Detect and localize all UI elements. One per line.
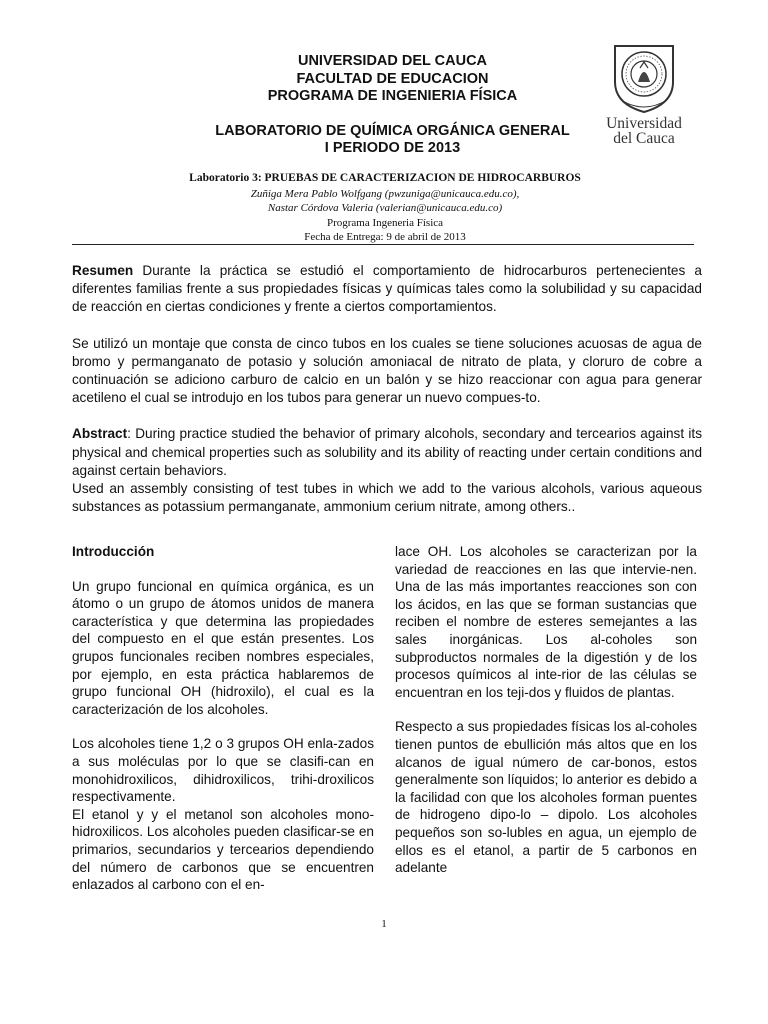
period: I PERIODO DE 2013 (324, 140, 461, 156)
intro-heading: Introducción (72, 544, 155, 559)
resumen-text: Durante la práctica se estudió el comportamiento de hidrocarburos pertenecientes a diferentes familias frente a sus propiedades físicas y químicas tales como la solubilidad y su capacidad de reacción en ciertas condiciones y frente a ciertos comportamientos. (72, 263, 702, 315)
university-logo (598, 42, 690, 146)
resumen-label: Resumen (72, 263, 134, 278)
intro-paragraph-1: Un grupo funcional en química orgánica, es un átomo o un grupo de átomos unidos de manera característica y que determina las propiedades del compuesto en el que están presentes. Los grupos funcionales reciben nombres especiales, por ejemplo, en esta práctica hablaremos de grupo funcional OH (hidroxilo), el cual es la caracterización de los alcoholes. (72, 578, 374, 717)
faculty-name: FACULTAD DE EDUCACION (296, 70, 489, 87)
abstract-section (72, 262, 702, 516)
lab-title: Laboratorio 3: PRUEBAS DE CARACTERIZACION DE HIDROCARBUROS (189, 172, 581, 184)
author-1: Zuñiga Mera Pablo Wolfgang (pwzuniga@unicauca.edu.co), (250, 188, 520, 201)
university-name: UNIVERSIDAD DEL CAUCA (297, 53, 488, 69)
resumen-paragraph (72, 262, 702, 317)
left-column (72, 543, 374, 894)
intro-paragraph-3: El etanol y y el metanol son alcoholes mono-hidroxilicos. Los alcoholes pueden clasificar-se en primarios, secundarios y tercearios dependiendo del número de carbonos que se encuentren enlazados al carbono con el en- (72, 806, 374, 893)
abstract-paragraph (72, 425, 702, 480)
page-number: 1 (381, 918, 387, 930)
header-divider (72, 244, 694, 245)
logo-text-line2: del Cauca (613, 130, 675, 147)
paper-meta (70, 171, 700, 244)
university-seal-icon (609, 42, 679, 114)
author-2: Nastar Córdova Valeria (valerian@unicauca.edu.co) (267, 202, 503, 215)
abstract-label: Abstract (72, 426, 128, 442)
course-name: LABORATORIO DE QUÍMICA ORGÁNICA GENERAL (215, 122, 570, 139)
program-line: Programa Ingeneria Física (326, 216, 444, 229)
abstract-text: : During practice studied the behavior of primary alcohols, secondary and tercearios against its physical and chemical properties such as solubility and its ability of reacting under certain conditions and against certain behaviors. (72, 426, 702, 478)
intro-paragraph-4: lace OH. Los alcoholes se caracterizan por la variedad de reacciones en las que intervie-nen. Una de las más importantes reacciones son con los ácidos, en las que se forman sustancias que reciben el nombre de esteres semejantes a las sales inorgánicas. Los al-coholes son subproductos normales de la digestión y de los procesos químicos al inte-rior de las células se encuentran en los teji-dos y fluidos de plantas. (395, 544, 697, 700)
abstract-paragraph-2: Used an assembly consisting of test tubes in which we add to the various alcohols, various aqueous substances as potassium permanganate, ammonium cerium nitrate, among others.. (72, 481, 702, 515)
right-column (395, 543, 697, 877)
resumen-paragraph-2: Se utilizó un montaje que consta de cinco tubos en los cuales se tiene soluciones acuosas de agua de bromo y permanganato de potasio y solución amoniacal de nitrato de plata, y cloruro de cobre a continuación se adiciono carburo de calcio en un balón y se hizo reaccionar con agua para generar acetileno el cual se introdujo en los tubos para generar un nuevo compues-to. (72, 335, 702, 406)
logo-text-line1: Universidad (606, 115, 682, 132)
intro-paragraph-5: Respecto a sus propiedades físicas los al-coholes tienen puntos de ebullición más altos que en los alcanos de igual número de car-bonos, estos generalmente son líquidos; lo anterior es debido a la facilidad con que los alcoholes forman puentes de hidrogeno dipo-lo – dipolo. Los alcoholes pequeños son so-lubles en agua, un ejemplo de ellos es el etanol, a partir de 5 carbonos en adelante (395, 719, 697, 876)
program-name: PROGRAMA DE INGENIERIA FÍSICA (267, 88, 518, 104)
intro-paragraph-2: Los alcoholes tiene 1,2 o 3 grupos OH enla-zados a sus moléculas por lo que se clasifi-can en monohidroxilicos, dihidroxilicos, trihi-droxilicos respectivamente. (72, 736, 374, 805)
due-date: Fecha de Entrega: 9 de abril de 2013 (304, 230, 466, 243)
document-header (200, 53, 585, 158)
